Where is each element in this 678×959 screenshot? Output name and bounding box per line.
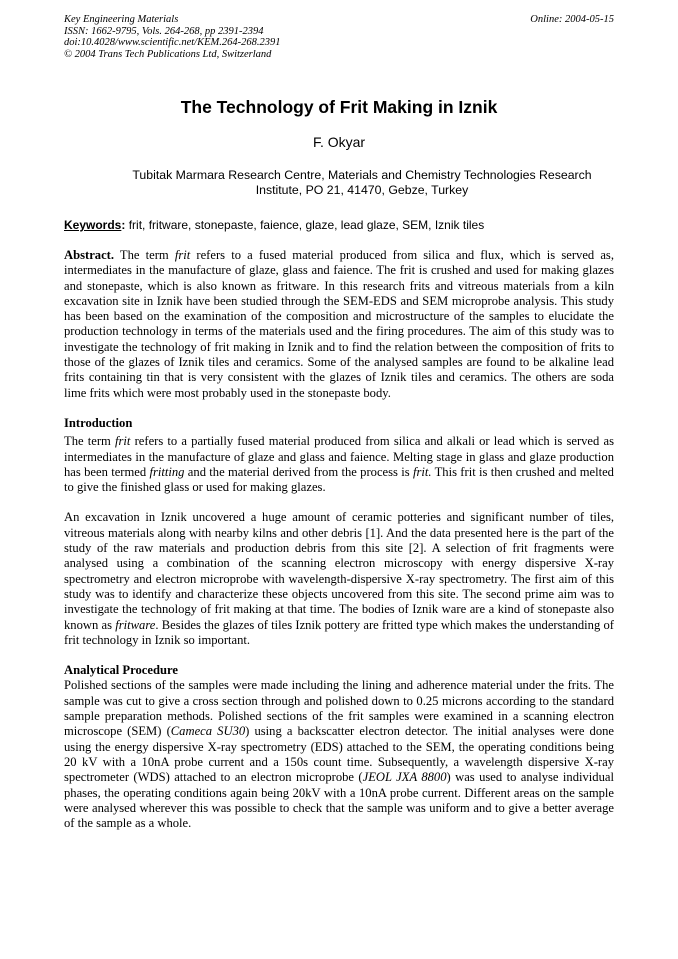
copyright-line: © 2004 Trans Tech Publications Ltd, Switzerland: [64, 48, 272, 60]
italic-term: frit.: [412, 464, 432, 479]
text-run: and the material derived from the process is: [184, 464, 413, 479]
text-run: The term: [64, 434, 116, 449]
affiliation-line-1: Tubitak Marmara Research Centre, Materials and Chemistry Technologies Research: [132, 168, 592, 182]
abstract: [64, 248, 614, 401]
italic-term: fritware: [115, 617, 156, 632]
keywords-label: Keywords: [64, 218, 122, 232]
text-run: . Besides the glazes of tiles Iznik pottery are fritted type which makes the understanding of frit technology in Iznik so important.: [64, 617, 614, 647]
issn-line: ISSN: 1662-9795, Vols. 264-268, pp 2391-2394: [64, 25, 264, 37]
keywords-colon: :: [121, 218, 126, 232]
italic-term: JEOL JXA 8800: [362, 770, 447, 785]
affiliation-line-2: Institute, PO 21, 41470, Gebze, Turkey: [255, 183, 469, 197]
italic-term: frit: [174, 248, 191, 262]
sections: [64, 416, 614, 831]
text-run: Polished sections of the samples were made including the lining and adherence material under the frits. The sample was cut to give a cross section through and polished down to 0.25 microns according to the standard sample preparation methods. Polished sections of the frit samples were examined in a scanning electron microscope (SEM) (: [64, 678, 614, 739]
italic-term: Cameca SU30: [170, 724, 246, 739]
journal-name: Key Engineering Materials: [64, 14, 179, 25]
paper-body: [64, 248, 614, 846]
abstract-text: [64, 248, 614, 400]
text-run: ) using a backscatter electron detector. The initial analyses were done using the energy dispersive X-ray spectrometry (EDS) attached to the SEM, the operating conditions being 20 kV with a 10nA probe current and a 150s count time. Subsequently, a wavelength dispersive X-ray spectrometer (WDS) attached to an electron microprobe (: [64, 724, 615, 785]
keywords: [64, 218, 624, 232]
italic-term: frit: [115, 434, 131, 449]
text-run: An excavation in Iznik uncovered a huge amount of ceramic potteries and significant number of tiles, vitreous materials along with nearby kilns and other debris [1]. And the data presented here is the part of the study of the raw materials and production debris from this site [2]. A selection of frit fragments were analysed using a combination of the scanning electron microscopy with energy dispersive X-ray spectrometry and electron microprobe with wavelength-dispersive X-ray spectrometry. The first aim of this study was to identify and characterize these objects uncovered from this site. The second prime aim was to investigate the technology of frit making at that time. The bodies of Iznik ware are a kind of stonepaste also known as: [64, 510, 614, 632]
text-run: This frit is then crushed and melted to give the finished glass or used for making glazes.: [64, 464, 614, 495]
text-run: refers to a partially fused material produced from silica and alkali or lead which is served as intermediates in the manufacture of glaze and glass and faience. Melting stage in glass and glaze production has been termed: [64, 434, 614, 479]
journal-header: [64, 14, 614, 60]
online-date: Online: 2004-05-15: [530, 14, 614, 25]
paragraph: [64, 678, 614, 831]
author: F. Okyar: [312, 134, 366, 150]
keywords-text: frit, fritware, stonepaste, faience, glaze, lead glaze, SEM, Iznik tiles: [125, 218, 485, 232]
text-run: ) was used to analyse individual phases, the operating conditions again being 20kV with a 10nA probe current. Different areas on the sample were analysed wherever this was possible to check that the sample was uniform and to give a better average of the sample as a whole.: [64, 770, 614, 831]
paragraph: [64, 510, 614, 648]
section-heading: Introduction: [64, 415, 133, 430]
paper-title: The Technology of Frit Making in Iznik: [180, 97, 498, 117]
affiliation: [64, 168, 660, 198]
text-run: The term: [114, 248, 175, 262]
paragraph: [64, 434, 614, 495]
abstract-label: Abstract.: [64, 248, 115, 262]
text-run: refers to a fused material produced from silica and flux, which is served as, intermediates in the manufacture of glaze, glass and faience. The frit is crushed and used for making glazes and stonepaste, which is also known as fritware. In this research frits and vitreous materials from a kiln excavation site in Iznik have been studied through the SEM-EDS and SEM microprobe analysis. This study has been based on the examination of the composition and microstructure of the samples to elucidate the production technology in terms of the materials used and the firing procedures. The aim of this study was to investigate the technology of frit making in Iznik and to find the relation between the composition of frits to those of the glazes of Iznik tiles and ceramics. Some of the analysed samples are found to be alkaline lead frits containing tin that is very consistent with the glazes of Iznik tiles and ceramics. The others are soda lime frits which were most probably used in the stonepaste body.: [64, 248, 614, 400]
doi-line: doi:10.4028/www.scientific.net/KEM.264-268.2391: [64, 37, 281, 49]
italic-term: fritting: [149, 464, 185, 479]
section-heading: Analytical Procedure: [64, 663, 178, 678]
